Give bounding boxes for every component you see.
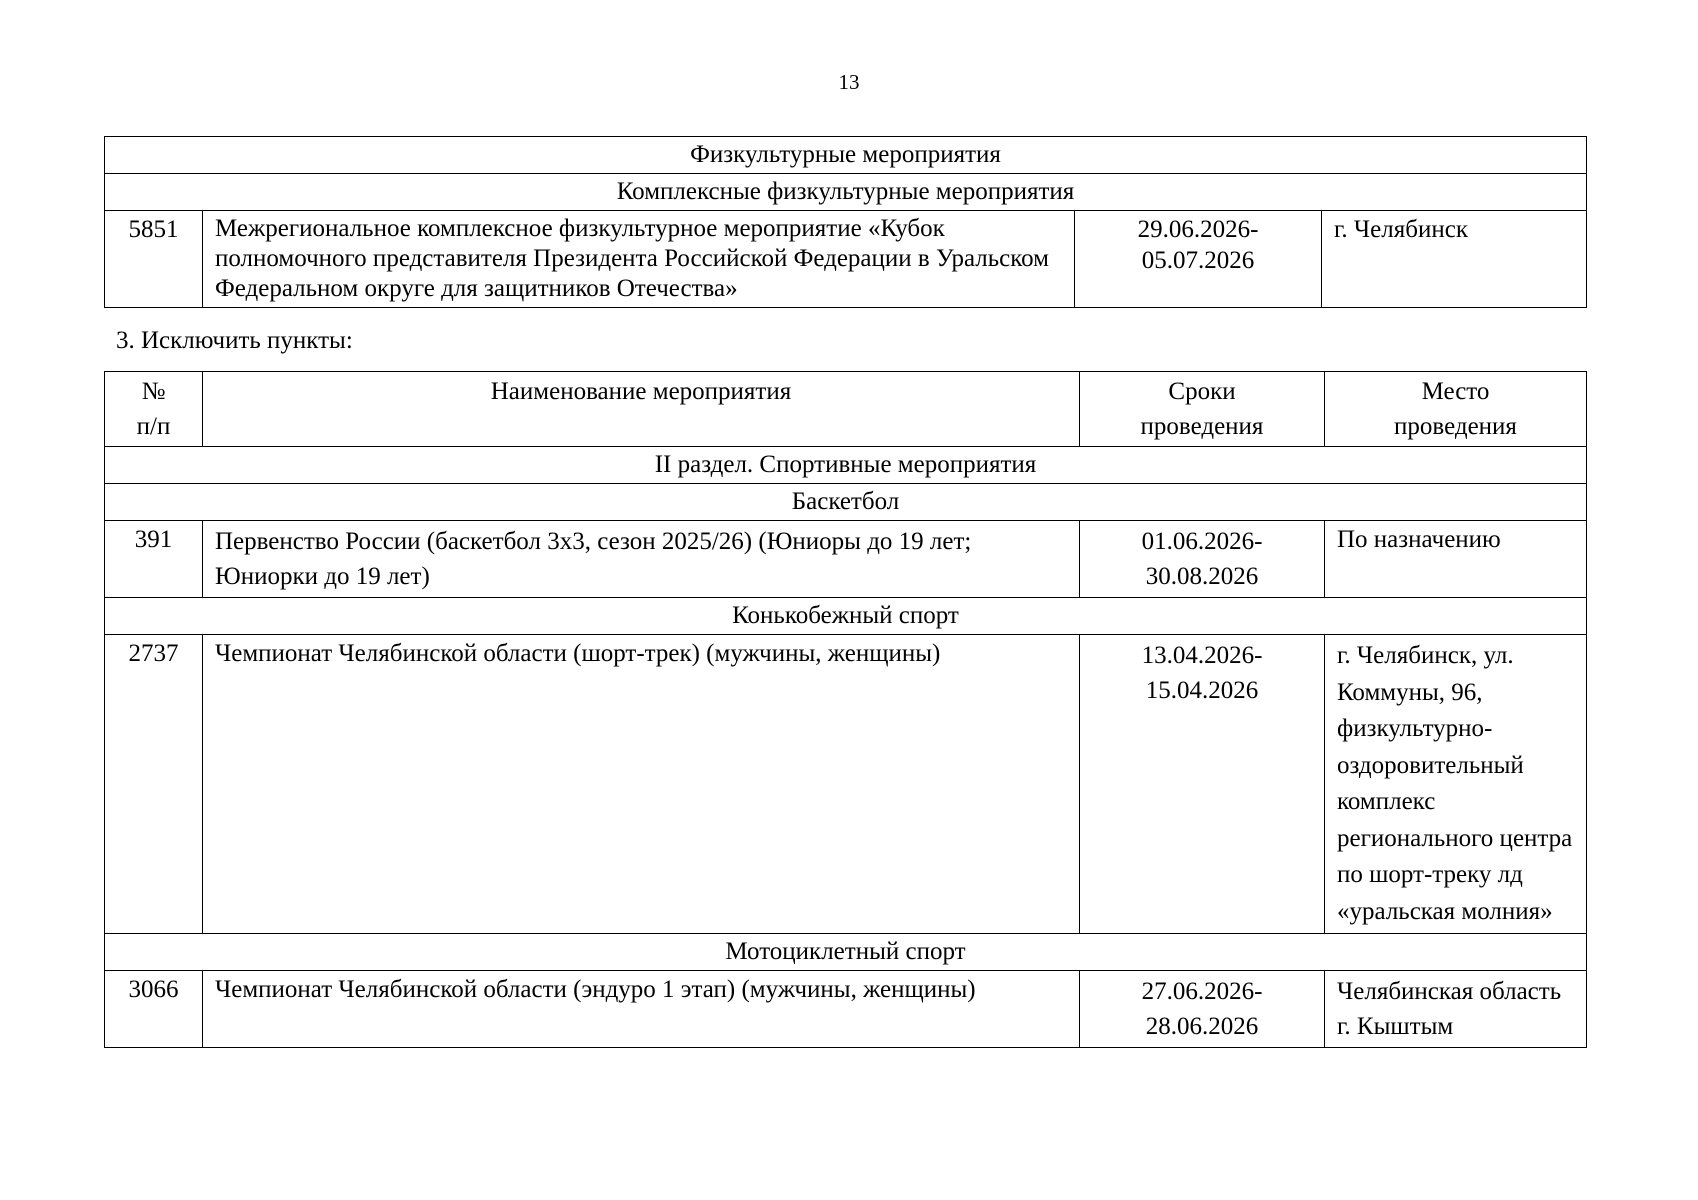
instruction-text: 3. Исключить пункты: bbox=[116, 327, 353, 354]
date-from: 13.04.2026- bbox=[1141, 642, 1263, 669]
table-row bbox=[105, 971, 1587, 1048]
group-title: Мотоциклетный спорт bbox=[105, 934, 1587, 971]
table-excluded-items bbox=[104, 371, 1587, 1048]
row-number: 391 bbox=[105, 521, 203, 598]
table-group-row bbox=[105, 598, 1587, 635]
table-physical-culture-events bbox=[104, 136, 1587, 308]
row-number: 5851 bbox=[105, 211, 203, 308]
header-number-line1: № bbox=[141, 378, 166, 405]
event-name: Чемпионат Челябинской области (эндуро 1 этап) (мужчины, женщины) bbox=[203, 971, 1080, 1048]
event-dates bbox=[1080, 521, 1325, 598]
table-section-row bbox=[105, 137, 1587, 174]
header-dates bbox=[1080, 372, 1325, 447]
table-row bbox=[105, 521, 1587, 598]
table-section-row bbox=[105, 447, 1587, 484]
event-place: г. Челябинск bbox=[1322, 211, 1587, 308]
section-title: Физкультурные мероприятия bbox=[105, 137, 1587, 174]
header-place-line2: проведения bbox=[1394, 413, 1517, 440]
table-subsection-row bbox=[105, 174, 1587, 211]
table-group-row bbox=[105, 934, 1587, 971]
header-dates-line2: проведения bbox=[1140, 413, 1264, 440]
date-to: 15.04.2026 bbox=[1145, 677, 1259, 704]
event-place: г. Челябинск, ул. Коммуны, 96, физкультурно-оздоровительный комплекс регионального центра по шорт-треку лд «уральская молния» bbox=[1325, 635, 1587, 934]
group-title: Баскетбол bbox=[105, 484, 1587, 521]
table-group-row bbox=[105, 484, 1587, 521]
date-from: 27.06.2026- bbox=[1141, 978, 1263, 1005]
event-name: Первенство России (баскетбол 3х3, сезон 2025/26) (Юниоры до 19 лет; Юниорки до 19 лет) bbox=[203, 521, 1080, 598]
header-number-line2: п/п bbox=[136, 413, 171, 440]
page-number: 13 bbox=[838, 70, 860, 94]
event-name: Чемпионат Челябинской области (шорт-трек) (мужчины, женщины) bbox=[203, 635, 1080, 934]
header-place-line1: Место bbox=[1421, 378, 1490, 405]
table-row bbox=[105, 635, 1587, 934]
group-title: Конькобежный спорт bbox=[105, 598, 1587, 635]
row-number: 3066 bbox=[105, 971, 203, 1048]
table-header-row bbox=[105, 372, 1587, 447]
header-dates-line1: Сроки bbox=[1168, 378, 1236, 405]
subsection-title: Комплексные физкультурные мероприятия bbox=[105, 174, 1587, 211]
event-name: Межрегиональное комплексное физкультурное мероприятие «Кубок полномочного представителя Президента Российской Федерации в Уральском Федеральном округе для защитников Отечества» bbox=[203, 211, 1075, 308]
date-to: 28.06.2026 bbox=[1145, 1013, 1259, 1040]
event-dates bbox=[1080, 635, 1325, 934]
section-title: II раздел. Спортивные мероприятия bbox=[105, 447, 1587, 484]
header-place bbox=[1325, 372, 1587, 447]
date-from: 29.06.2026- bbox=[1137, 216, 1259, 243]
table-row bbox=[105, 211, 1587, 308]
event-dates bbox=[1080, 971, 1325, 1048]
row-number: 2737 bbox=[105, 635, 203, 934]
event-dates bbox=[1075, 211, 1322, 308]
date-from: 01.06.2026- bbox=[1141, 528, 1263, 555]
header-event-name: Наименование мероприятия bbox=[203, 372, 1080, 447]
date-to: 30.08.2026 bbox=[1145, 563, 1259, 590]
event-place: Челябинская область г. Кыштым bbox=[1325, 971, 1587, 1048]
event-place: По назначению bbox=[1325, 521, 1587, 598]
date-to: 05.07.2026 bbox=[1141, 247, 1255, 274]
header-number bbox=[105, 372, 203, 447]
